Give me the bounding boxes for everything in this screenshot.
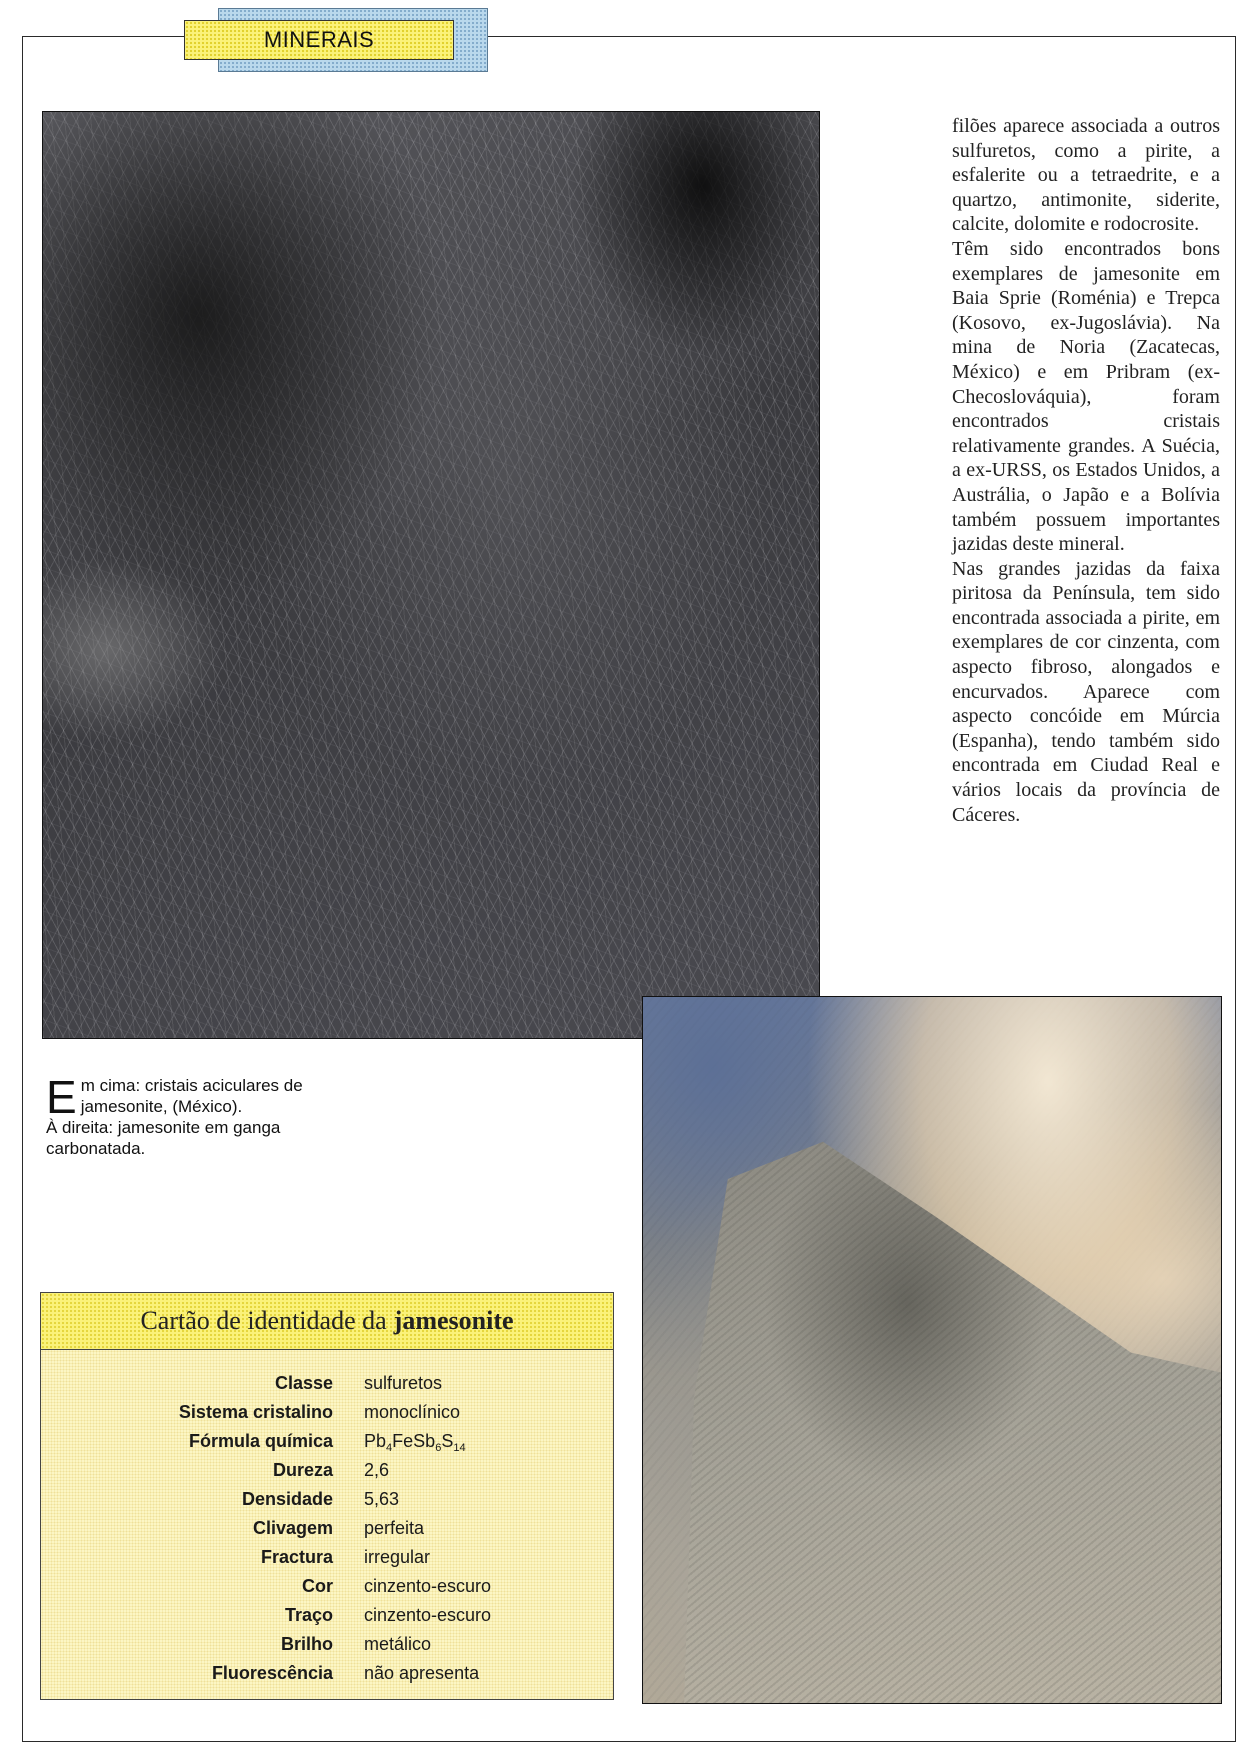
card-label: Clivagem <box>252 1518 333 1538</box>
card-label: Fractura <box>260 1547 333 1567</box>
card-label: Classe <box>274 1373 333 1393</box>
card-value: irregular <box>364 1547 431 1567</box>
card-row-traco <box>41 1605 613 1634</box>
identity-card-title <box>41 1293 613 1350</box>
card-row-brilho <box>41 1634 613 1663</box>
card-value: não apresenta <box>364 1663 480 1683</box>
identity-card <box>40 1292 614 1700</box>
article-column <box>952 114 1220 827</box>
card-row-cor <box>41 1576 613 1605</box>
card-value: metálico <box>364 1634 432 1654</box>
photo-caption <box>46 1071 316 1159</box>
card-title-prefix: Cartão de identidade da <box>140 1306 387 1335</box>
photo-rock-shape <box>683 1117 1222 1704</box>
card-label: Brilho <box>281 1634 333 1654</box>
article-paragraph: filões aparece associada a outros sulfuretos, como a pirite, a esfalerite ou a tetraedrite, e a quartzo, antimonite, siderite, calcite, dolomite e rodocrosite. <box>952 115 1220 236</box>
card-row-fractura <box>41 1547 613 1576</box>
card-title-mineral: jamesonite <box>393 1306 514 1335</box>
section-tab: MINERAIS <box>184 20 454 60</box>
card-label: Fluorescência <box>211 1663 333 1683</box>
card-value: perfeita <box>364 1518 425 1538</box>
card-row-formula <box>41 1431 613 1460</box>
article-paragraph: Têm sido encontrados bons exemplares de jamesonite em Baia Sprie (Roménia) e Trepca (Kosovo, ex-Jugoslávia). Na mina de Noria (Zacatecas, México) e em Pribram (ex-Checoslováquia), foram encontrados cristais relativamente grandes. A Suécia, a ex-URSS, os Estados Unidos, a Austrália, o Japão e a Bolívia também possuem importantes jazidas deste mineral. <box>952 237 1220 556</box>
card-row-densidade <box>41 1489 613 1518</box>
card-label: Sistema cristalino <box>178 1402 333 1422</box>
card-row-clivagem <box>41 1518 613 1547</box>
card-label: Dureza <box>272 1460 333 1480</box>
card-label: Cor <box>302 1576 333 1596</box>
caption-line-top: m cima: cristais aciculares de jamesonite, (México). <box>80 1076 303 1116</box>
card-value-formula: $Pb_4FeSb_6S_{14}$ <box>364 1431 466 1454</box>
card-value: sulfuretos <box>364 1373 443 1393</box>
card-row-dureza <box>41 1460 613 1489</box>
card-value: monoclínico <box>364 1402 461 1422</box>
photo-jamesonite-gangue <box>642 996 1222 1704</box>
card-label: Fórmula química <box>188 1431 333 1451</box>
card-label: Traço <box>284 1605 333 1625</box>
card-value: cinzento-escuro <box>364 1576 492 1596</box>
card-row-sistema <box>41 1402 613 1431</box>
card-row-classe <box>41 1373 613 1402</box>
card-row-fluorescencia <box>41 1663 613 1692</box>
identity-card-rows <box>41 1373 613 1692</box>
card-value: cinzento-escuro <box>364 1605 492 1625</box>
caption-dropcap: E <box>46 1071 77 1123</box>
photo-acicular-crystals <box>42 111 820 1039</box>
card-value: 2,6 <box>364 1460 390 1480</box>
card-value: 5,63 <box>364 1489 400 1509</box>
card-label: Densidade <box>241 1489 333 1509</box>
article-paragraph: Nas grandes jazidas da faixa piritosa da Península, tem sido encontrada associada a pirite, em exemplares de cor cinzenta, com aspecto fibroso, alongados e encurvados. Aparece com aspecto concóide em Múrcia (Espanha), tendo também sido encontrada em Ciudad Real e vários locais da província de Cáceres. <box>952 557 1220 826</box>
caption-line-right: À direita: jamesonite em ganga carbonatada. <box>46 1118 281 1158</box>
